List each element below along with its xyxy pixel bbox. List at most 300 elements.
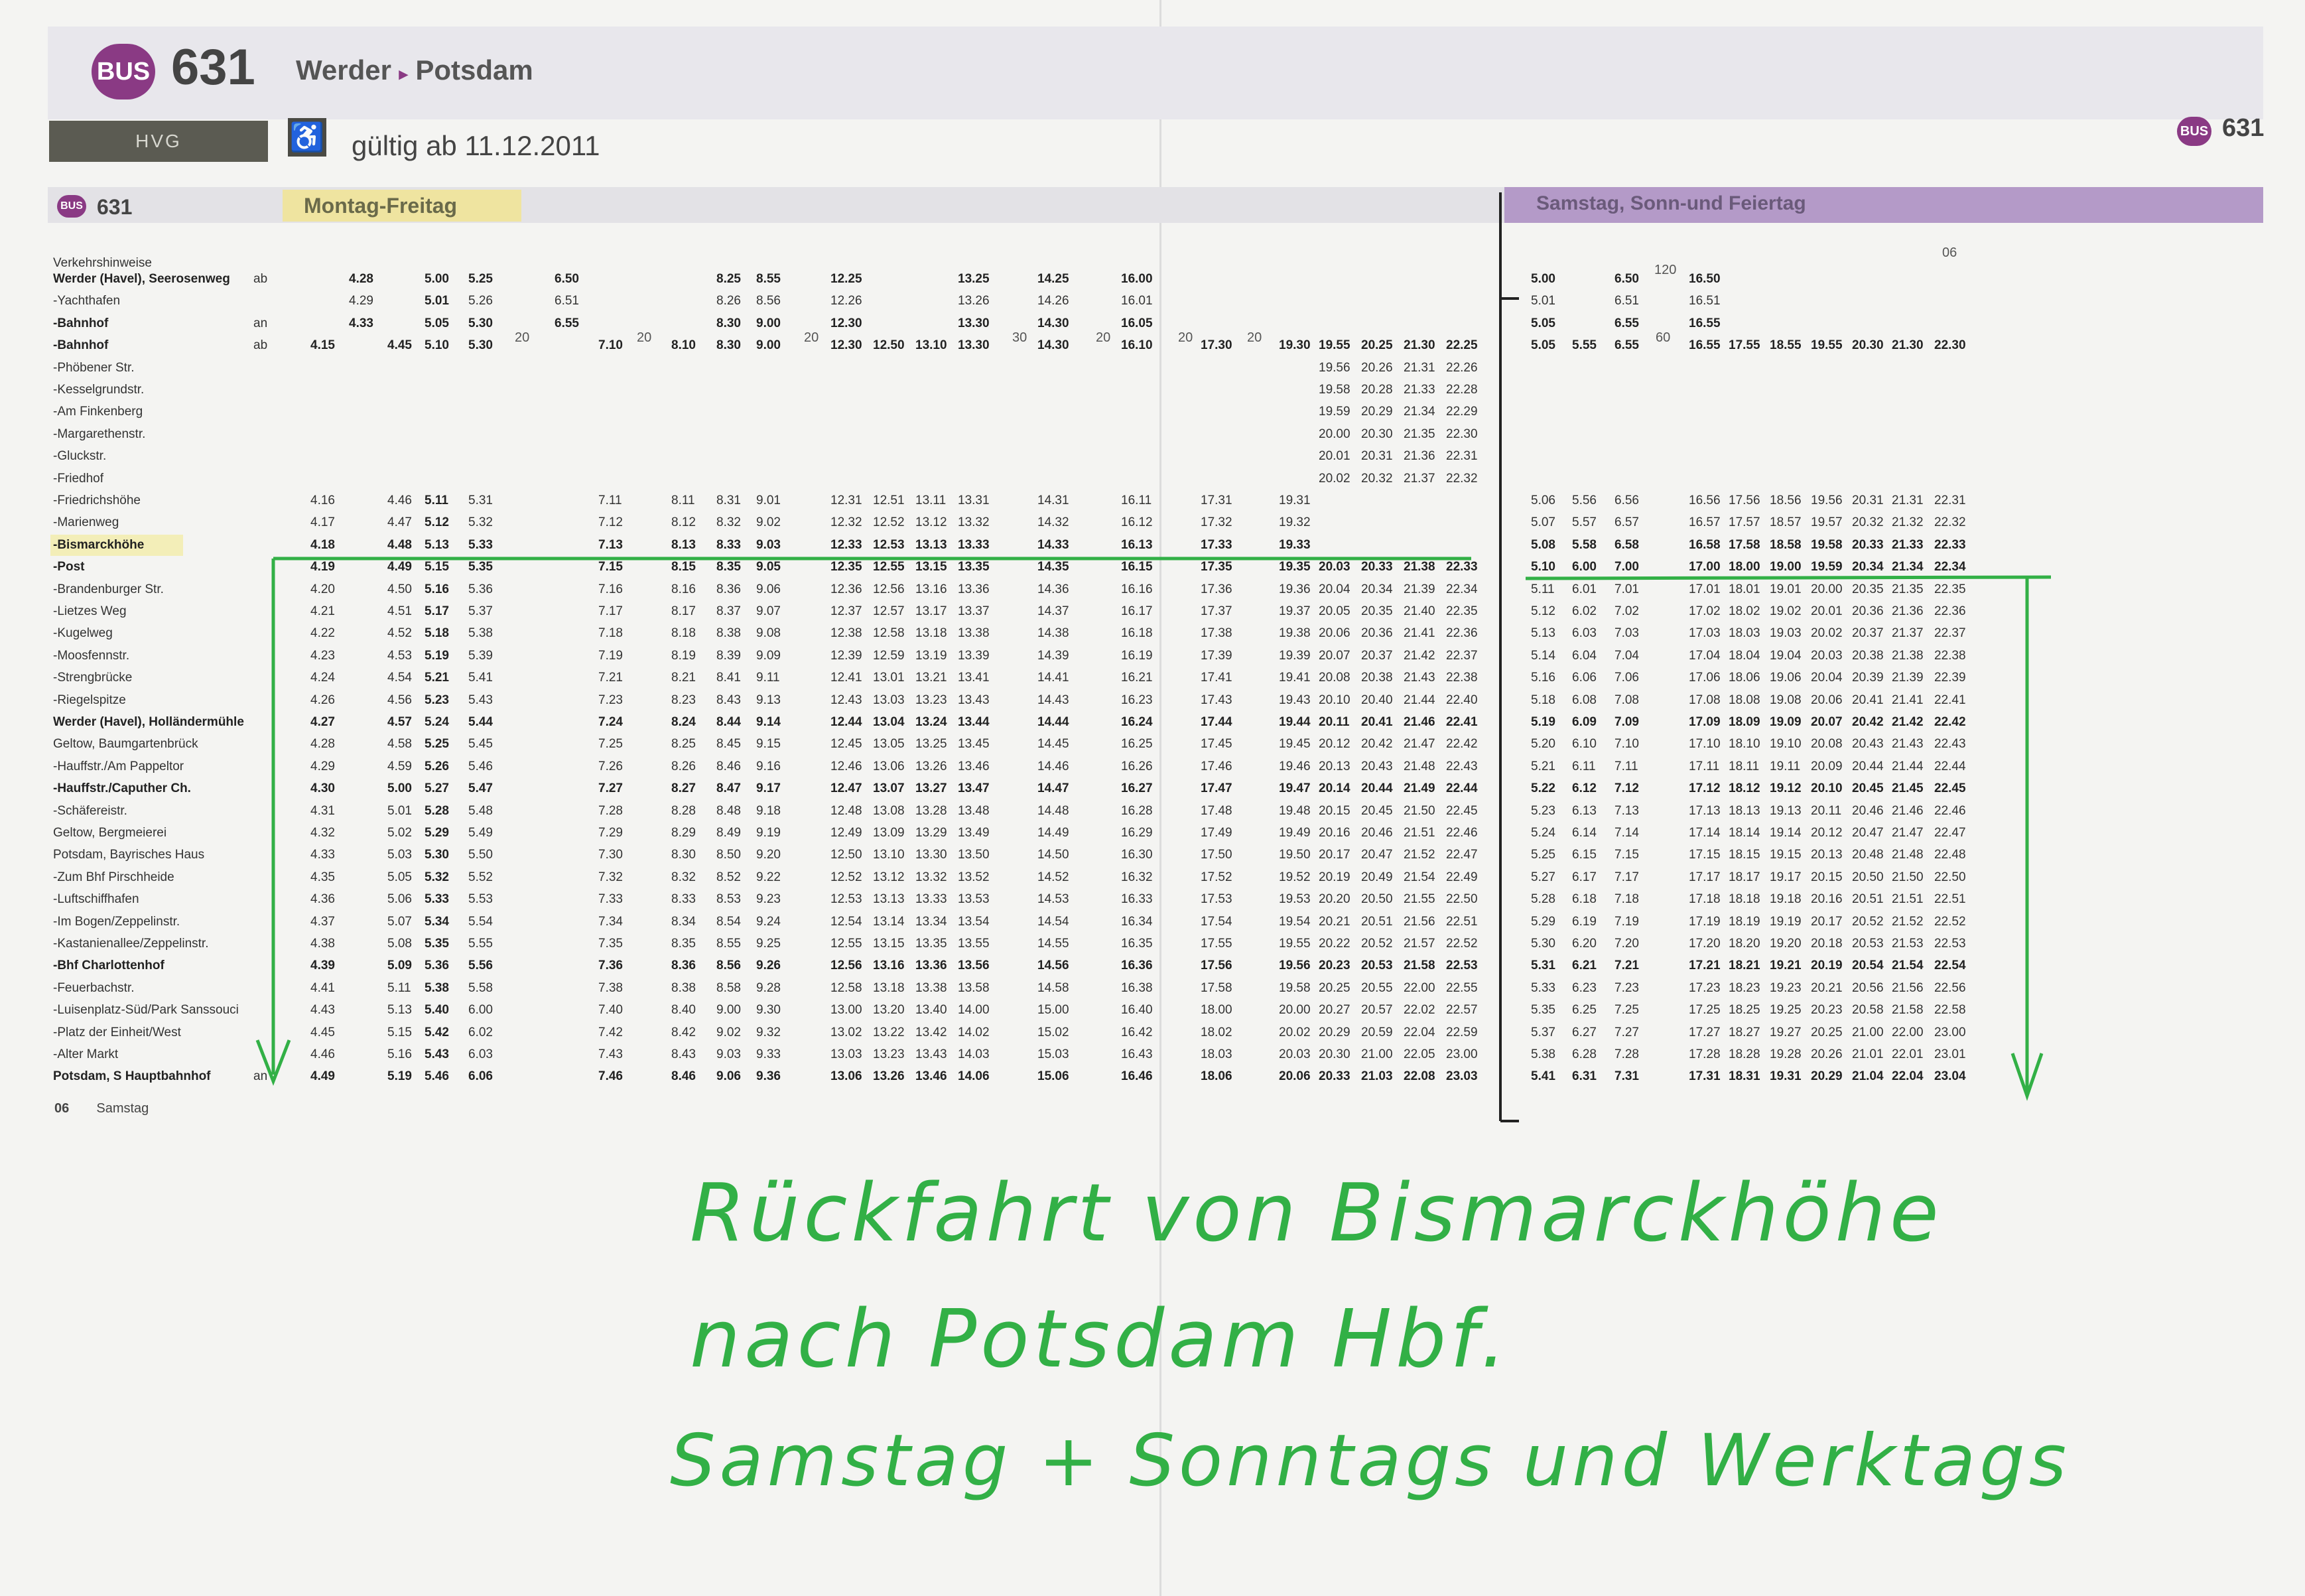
departure-time: 5.00 bbox=[387, 781, 412, 796]
departure-time: 21.47 bbox=[1892, 826, 1924, 840]
departure-time: 22.44 bbox=[1934, 759, 1966, 773]
departure-time: 22.56 bbox=[1934, 980, 1966, 995]
departure-time: 17.46 bbox=[1201, 759, 1232, 773]
departure-time: 7.01 bbox=[1614, 582, 1639, 596]
stop-name: -Kastanienallee/Zeppelinstr. bbox=[53, 937, 209, 951]
departure-time: 13.45 bbox=[958, 737, 990, 752]
departure-time: 14.43 bbox=[1037, 693, 1069, 707]
departure-time: 5.01 bbox=[387, 803, 412, 818]
departure-time: 5.24 bbox=[1531, 826, 1555, 840]
departure-time: 4.23 bbox=[310, 648, 335, 663]
departure-time: 14.49 bbox=[1037, 826, 1069, 840]
handwritten-note-line2: nach Potsdam Hbf. bbox=[690, 1294, 1510, 1386]
departure-time: 6.13 bbox=[1572, 803, 1597, 818]
departure-time: 12.56 bbox=[873, 582, 905, 596]
departure-time: 13.06 bbox=[830, 1069, 862, 1084]
departure-time: 4.30 bbox=[310, 781, 335, 796]
departure-time: 5.10 bbox=[1531, 560, 1555, 574]
departure-time: 20.06 bbox=[1811, 693, 1843, 707]
departure-time: 21.48 bbox=[1404, 759, 1435, 773]
departure-time: 5.06 bbox=[1531, 494, 1555, 507]
departure-time: 17.08 bbox=[1689, 693, 1721, 707]
departure-time: 7.32 bbox=[598, 870, 623, 884]
footer-text: Samstag bbox=[96, 1101, 149, 1116]
departure-time: 4.49 bbox=[387, 560, 412, 574]
departure-time: 22.35 bbox=[1934, 582, 1966, 596]
departure-time: 22.33 bbox=[1934, 537, 1966, 552]
departure-time: 5.29 bbox=[1531, 914, 1555, 929]
departure-time: 22.39 bbox=[1934, 671, 1966, 685]
stop-name: Werder (Havel), Holländermühle bbox=[53, 715, 244, 729]
departure-time: 19.50 bbox=[1279, 848, 1311, 862]
departure-time: 4.20 bbox=[310, 582, 335, 596]
departure-time: 18.06 bbox=[1729, 671, 1760, 685]
departure-time: 9.03 bbox=[716, 1047, 741, 1061]
departure-time: 19.37 bbox=[1279, 604, 1311, 618]
stop-arr-dep: an bbox=[253, 316, 268, 330]
departure-time: 13.10 bbox=[873, 848, 905, 862]
departure-time: 20.32 bbox=[1852, 515, 1884, 530]
departure-time: 22.48 bbox=[1934, 848, 1966, 862]
departure-time: 5.23 bbox=[425, 693, 449, 707]
departure-time: 17.50 bbox=[1201, 848, 1232, 862]
departure-time: 14.33 bbox=[1037, 537, 1069, 552]
departure-time: 16.32 bbox=[1121, 870, 1153, 884]
departure-time: 20.22 bbox=[1319, 937, 1350, 951]
departure-time: 7.35 bbox=[598, 937, 623, 951]
departure-time: 20.47 bbox=[1852, 826, 1884, 840]
departure-time: 19.39 bbox=[1279, 648, 1311, 663]
departure-time: 22.54 bbox=[1934, 959, 1966, 973]
departure-time: 7.12 bbox=[1614, 781, 1639, 796]
departure-time: 5.58 bbox=[468, 980, 493, 995]
departure-time: 7.38 bbox=[598, 980, 623, 995]
departure-time: 19.03 bbox=[1770, 626, 1802, 641]
departure-time: 22.38 bbox=[1934, 648, 1966, 663]
departure-time: 17.33 bbox=[1201, 537, 1232, 552]
departure-time: 5.25 bbox=[425, 737, 449, 752]
departure-time: 20.44 bbox=[1852, 759, 1884, 773]
departure-time: 6.11 bbox=[1572, 759, 1596, 773]
departure-time: 17.03 bbox=[1689, 626, 1721, 641]
departure-time: 19.04 bbox=[1770, 648, 1802, 663]
departure-time: 13.36 bbox=[915, 959, 947, 973]
departure-time: 22.43 bbox=[1446, 759, 1478, 773]
departure-time: 13.35 bbox=[915, 937, 947, 951]
departure-time: 16.25 bbox=[1121, 737, 1153, 752]
departure-time: 8.35 bbox=[716, 560, 741, 574]
departure-time: 6.55 bbox=[1614, 338, 1639, 353]
departure-time: 20.34 bbox=[1361, 582, 1393, 596]
weekend-label: Samstag, Sonn-und Feiertag bbox=[1536, 192, 1806, 214]
departure-time: 22.01 bbox=[1892, 1047, 1924, 1061]
departure-time: 9.02 bbox=[756, 515, 781, 530]
departure-time: 18.09 bbox=[1729, 715, 1760, 729]
departure-time: 16.30 bbox=[1121, 848, 1153, 862]
departure-time: 5.11 bbox=[425, 494, 448, 507]
departure-time: 5.11 bbox=[387, 980, 411, 995]
departure-time: 14.54 bbox=[1037, 914, 1069, 929]
departure-time: 19.56 bbox=[1319, 360, 1350, 375]
departure-time: 7.13 bbox=[598, 537, 623, 552]
departure-time: 16.55 bbox=[1689, 338, 1721, 353]
departure-time: 19.01 bbox=[1770, 582, 1802, 596]
departure-time: 4.28 bbox=[310, 737, 335, 752]
departure-time: 4.45 bbox=[387, 338, 412, 353]
departure-time: 16.12 bbox=[1121, 515, 1153, 530]
departure-time: 13.37 bbox=[958, 604, 990, 618]
departure-time: 20.00 bbox=[1319, 427, 1350, 441]
departure-time: 12.33 bbox=[830, 537, 862, 552]
departure-time: 16.26 bbox=[1121, 759, 1153, 773]
bus-badge: BUS bbox=[92, 44, 155, 100]
departure-time: 9.30 bbox=[756, 1003, 781, 1018]
departure-time: 7.27 bbox=[1614, 1025, 1639, 1039]
departure-time: 6.14 bbox=[1572, 826, 1597, 840]
departure-time: 5.21 bbox=[425, 671, 449, 685]
departure-time: 22.40 bbox=[1446, 693, 1478, 707]
departure-time: 18.04 bbox=[1729, 648, 1760, 663]
departure-time: 6.50 bbox=[555, 272, 579, 286]
departure-time: 20.52 bbox=[1361, 937, 1393, 951]
departure-time: 4.52 bbox=[387, 626, 412, 641]
departure-time: 13.04 bbox=[873, 715, 905, 729]
departure-time: 22.00 bbox=[1892, 1025, 1924, 1039]
departure-time: 17.12 bbox=[1689, 781, 1721, 796]
departure-time: 4.19 bbox=[310, 560, 335, 574]
departure-time: 5.15 bbox=[387, 1025, 412, 1039]
departure-time: 22.49 bbox=[1446, 870, 1478, 884]
departure-time: 20.34 bbox=[1852, 560, 1884, 574]
departure-time: 22.04 bbox=[1892, 1069, 1924, 1084]
departure-time: 20.55 bbox=[1361, 980, 1393, 995]
departure-time: 21.53 bbox=[1892, 937, 1924, 951]
departure-time: 16.28 bbox=[1121, 803, 1153, 818]
departure-time: 22.41 bbox=[1934, 693, 1966, 707]
departure-time: 7.27 bbox=[598, 781, 623, 796]
departure-time: 22.30 bbox=[1934, 338, 1966, 353]
departure-time: 13.34 bbox=[915, 914, 947, 929]
departure-time: 19.44 bbox=[1279, 715, 1311, 729]
departure-time: 19.35 bbox=[1279, 560, 1311, 574]
departure-time: 12.35 bbox=[830, 560, 862, 574]
departure-time: 19.08 bbox=[1770, 693, 1802, 707]
departure-time: 5.47 bbox=[468, 781, 493, 796]
departure-time: 14.58 bbox=[1037, 980, 1069, 995]
departure-time: 4.33 bbox=[310, 848, 335, 862]
departure-time: 22.26 bbox=[1446, 360, 1478, 375]
route-origin: Werder bbox=[296, 54, 391, 86]
departure-time: 5.35 bbox=[468, 560, 493, 574]
departure-time: 20.43 bbox=[1852, 737, 1884, 752]
departure-time: 20.17 bbox=[1319, 848, 1350, 862]
departure-time: 18.11 bbox=[1729, 759, 1760, 773]
departure-time: 20.33 bbox=[1361, 560, 1393, 574]
departure-time: 12.59 bbox=[873, 648, 905, 663]
stop-name: -Lietzes Weg bbox=[53, 604, 127, 618]
departure-time: 21.37 bbox=[1404, 471, 1435, 486]
departure-time: 22.04 bbox=[1404, 1025, 1435, 1039]
departure-time: 12.44 bbox=[830, 715, 862, 729]
departure-time: 20.15 bbox=[1319, 803, 1350, 818]
departure-time: 7.26 bbox=[598, 759, 623, 773]
handwritten-note-line3: Samstag + Sonntags und Werktags bbox=[670, 1420, 2070, 1502]
departure-time: 5.46 bbox=[468, 759, 493, 773]
departure-time: 13.31 bbox=[958, 494, 990, 507]
departure-time: 8.30 bbox=[671, 848, 696, 862]
departure-time: 5.05 bbox=[1531, 338, 1555, 353]
departure-time: 4.58 bbox=[387, 737, 412, 752]
departure-time: 21.58 bbox=[1404, 959, 1435, 973]
departure-time: 16.16 bbox=[1121, 582, 1153, 596]
departure-time: 5.50 bbox=[468, 848, 493, 862]
departure-time: 13.23 bbox=[873, 1047, 905, 1061]
departure-time: 5.16 bbox=[387, 1047, 412, 1061]
departure-time: 13.06 bbox=[873, 759, 905, 773]
departure-time: 4.26 bbox=[310, 693, 335, 707]
departure-time: 19.25 bbox=[1770, 1003, 1802, 1018]
departure-time: 5.33 bbox=[468, 537, 493, 552]
departure-time: 19.20 bbox=[1770, 937, 1802, 951]
departure-time: 18.10 bbox=[1729, 737, 1760, 752]
departure-time: 5.01 bbox=[425, 294, 449, 308]
departure-time: 18.20 bbox=[1729, 937, 1760, 951]
departure-time: 14.36 bbox=[1037, 582, 1069, 596]
departure-time: 8.29 bbox=[671, 826, 696, 840]
departure-time: 7.14 bbox=[1614, 826, 1639, 840]
departure-time: 20.57 bbox=[1361, 1003, 1393, 1018]
departure-time: 21.33 bbox=[1892, 537, 1924, 552]
departure-time: 8.45 bbox=[716, 737, 741, 752]
departure-time: 5.07 bbox=[1531, 515, 1555, 530]
departure-time: 8.24 bbox=[671, 715, 696, 729]
departure-time: 20.59 bbox=[1361, 1025, 1393, 1039]
departure-time: 20.43 bbox=[1361, 759, 1393, 773]
departure-time: 13.16 bbox=[873, 959, 905, 973]
departure-time: 20.56 bbox=[1852, 980, 1884, 995]
departure-time: 18.57 bbox=[1770, 515, 1802, 530]
handwritten-note-line1: Rückfahrt von Bismarckhöhe bbox=[690, 1167, 1943, 1260]
departure-time: 20.27 bbox=[1319, 1003, 1350, 1018]
departure-time: 18.06 bbox=[1201, 1069, 1232, 1084]
stop-name: -Friedhof bbox=[53, 471, 104, 486]
departure-time: 13.27 bbox=[915, 781, 947, 796]
departure-time: 20.33 bbox=[1852, 537, 1884, 552]
route-number-right: 631 bbox=[2222, 114, 2265, 142]
departure-time: 4.49 bbox=[310, 1069, 335, 1084]
departure-time: 16.05 bbox=[1121, 316, 1153, 330]
departure-time: 20.26 bbox=[1811, 1047, 1843, 1061]
departure-time: 21.43 bbox=[1404, 671, 1435, 685]
stop-name: -Margarethenstr. bbox=[53, 427, 146, 441]
departure-time: 19.32 bbox=[1279, 515, 1311, 530]
stop-name: -Im Bogen/Zeppelinstr. bbox=[53, 914, 180, 929]
departure-time: 5.55 bbox=[468, 937, 493, 951]
departure-time: 17.48 bbox=[1201, 803, 1232, 818]
departure-time: 22.38 bbox=[1446, 671, 1478, 685]
departure-time: 13.16 bbox=[915, 582, 947, 596]
departure-time: 19.19 bbox=[1770, 914, 1802, 929]
departure-time: 8.53 bbox=[716, 892, 741, 907]
departure-time: 17.32 bbox=[1201, 515, 1232, 530]
departure-time: 22.59 bbox=[1446, 1025, 1478, 1039]
stop-name: -Brandenburger Str. bbox=[53, 582, 164, 596]
departure-time: 21.39 bbox=[1892, 671, 1924, 685]
departure-time: 19.28 bbox=[1770, 1047, 1802, 1061]
departure-time: 7.21 bbox=[1614, 959, 1639, 973]
departure-time: 17.52 bbox=[1201, 870, 1232, 884]
departure-time: 22.51 bbox=[1934, 892, 1966, 907]
departure-time: 22.52 bbox=[1446, 937, 1478, 951]
section-route: 631 bbox=[97, 195, 133, 219]
departure-time: 8.32 bbox=[671, 870, 696, 884]
departure-time: 20.25 bbox=[1319, 980, 1350, 995]
weekend-down-arrow bbox=[2012, 578, 2042, 1096]
departure-time: 18.19 bbox=[1729, 914, 1760, 929]
departure-time: 8.13 bbox=[671, 537, 696, 552]
weekend-highlight-line bbox=[1526, 577, 2051, 578]
departure-time: 21.04 bbox=[1852, 1069, 1884, 1084]
departure-time: 19.55 bbox=[1319, 338, 1350, 353]
departure-time: 13.47 bbox=[958, 781, 990, 796]
departure-time: 19.17 bbox=[1770, 870, 1802, 884]
departure-time: 16.36 bbox=[1121, 959, 1153, 973]
departure-time: 13.32 bbox=[958, 515, 990, 530]
departure-time: 4.43 bbox=[310, 1003, 335, 1018]
departure-time: 17.14 bbox=[1689, 826, 1721, 840]
departure-time: 6.25 bbox=[1572, 1003, 1597, 1018]
departure-time: 5.14 bbox=[1531, 648, 1555, 663]
departure-time: 14.35 bbox=[1037, 560, 1069, 574]
departure-time: 21.43 bbox=[1892, 737, 1924, 752]
departure-time: 16.55 bbox=[1689, 316, 1721, 330]
departure-time: 14.55 bbox=[1037, 937, 1069, 951]
departure-time: 7.15 bbox=[1614, 848, 1639, 862]
departure-time: 19.10 bbox=[1770, 737, 1802, 752]
departure-time: 8.43 bbox=[716, 693, 741, 707]
departure-time: 21.45 bbox=[1892, 781, 1924, 796]
departure-time: 20.02 bbox=[1279, 1025, 1311, 1039]
departure-time: 12.52 bbox=[873, 515, 905, 530]
departure-time: 4.29 bbox=[349, 294, 373, 308]
departure-time: 13.30 bbox=[958, 338, 990, 353]
departure-time: 14.47 bbox=[1037, 781, 1069, 796]
stop-name: -Phöbener Str. bbox=[53, 360, 135, 375]
departure-time: 7.28 bbox=[598, 803, 623, 818]
departure-time: 21.42 bbox=[1892, 715, 1924, 729]
departure-time: 6.02 bbox=[1572, 604, 1597, 618]
departure-time: 13.54 bbox=[958, 914, 990, 929]
departure-time: 20.37 bbox=[1361, 648, 1393, 663]
departure-time: 19.58 bbox=[1319, 383, 1350, 397]
departure-time: 8.25 bbox=[716, 272, 741, 286]
departure-time: 18.31 bbox=[1729, 1069, 1760, 1084]
departure-time: 17.43 bbox=[1201, 693, 1232, 707]
departure-time: 21.41 bbox=[1892, 693, 1924, 707]
departure-time: 5.33 bbox=[425, 892, 449, 907]
departure-time: 13.28 bbox=[915, 803, 947, 818]
departure-time: 23.04 bbox=[1934, 1069, 1966, 1084]
departure-time: 8.44 bbox=[716, 715, 741, 729]
departure-time: 4.46 bbox=[387, 494, 412, 507]
departure-time: 13.01 bbox=[873, 671, 905, 685]
departure-time: 13.07 bbox=[873, 781, 905, 796]
departure-time: 9.26 bbox=[756, 959, 781, 973]
departure-time: 17.27 bbox=[1689, 1025, 1721, 1039]
departure-time: 18.02 bbox=[1201, 1025, 1232, 1039]
departure-time: 12.30 bbox=[830, 338, 862, 353]
departure-time: 21.58 bbox=[1892, 1003, 1924, 1018]
departure-time: 19.49 bbox=[1279, 826, 1311, 840]
departure-time: 22.37 bbox=[1446, 648, 1478, 663]
departure-time: 21.48 bbox=[1892, 848, 1924, 862]
departure-time: 14.53 bbox=[1037, 892, 1069, 907]
departure-time: 20.06 bbox=[1319, 626, 1350, 641]
departure-time: 20.01 bbox=[1319, 449, 1350, 464]
departure-time: 20.11 bbox=[1319, 715, 1350, 729]
departure-time: 22.32 bbox=[1934, 515, 1966, 530]
frequency-note: 120 bbox=[1654, 263, 1677, 277]
departure-time: 8.55 bbox=[756, 272, 781, 286]
departure-time: 8.38 bbox=[716, 626, 741, 641]
departure-time: 12.31 bbox=[830, 494, 862, 507]
departure-time: 5.32 bbox=[468, 515, 493, 530]
section-bus-badge: BUS bbox=[57, 195, 86, 218]
departure-time: 16.24 bbox=[1121, 715, 1153, 729]
departure-time: 21.36 bbox=[1404, 449, 1435, 464]
departure-time: 9.28 bbox=[756, 980, 781, 995]
departure-time: 22.47 bbox=[1934, 826, 1966, 840]
stop-name: -Bhf Charlottenhof bbox=[53, 959, 165, 973]
departure-time: 18.21 bbox=[1729, 959, 1760, 973]
departure-time: 8.26 bbox=[716, 294, 741, 308]
departure-time: 16.19 bbox=[1121, 648, 1153, 663]
departure-time: 9.00 bbox=[716, 1003, 741, 1018]
departure-time: 16.42 bbox=[1121, 1025, 1153, 1039]
departure-time: 5.37 bbox=[1531, 1025, 1555, 1039]
departure-time: 9.01 bbox=[756, 494, 781, 507]
departure-time: 22.42 bbox=[1934, 715, 1966, 729]
departure-time: 20.21 bbox=[1811, 980, 1843, 995]
departure-time: 21.46 bbox=[1892, 803, 1924, 818]
departure-time: 20.02 bbox=[1319, 471, 1350, 486]
departure-time: 4.31 bbox=[310, 803, 335, 818]
departure-time: 9.06 bbox=[716, 1069, 741, 1084]
departure-time: 20.25 bbox=[1811, 1025, 1843, 1039]
departure-time: 5.25 bbox=[468, 272, 493, 286]
departure-time: 23.01 bbox=[1934, 1047, 1966, 1061]
departure-time: 17.06 bbox=[1689, 671, 1721, 685]
departure-time: 5.06 bbox=[387, 892, 412, 907]
departure-time: 7.10 bbox=[1614, 737, 1639, 752]
departure-time: 17.01 bbox=[1689, 582, 1721, 596]
departure-time: 5.35 bbox=[425, 937, 449, 951]
departure-time: 9.05 bbox=[756, 560, 781, 574]
departure-time: 21.38 bbox=[1404, 560, 1435, 574]
departure-time: 21.34 bbox=[1404, 405, 1435, 419]
stop-name: -Schäfereistr. bbox=[53, 803, 127, 818]
departure-time: 14.48 bbox=[1037, 803, 1069, 818]
departure-time: 21.56 bbox=[1404, 914, 1435, 929]
departure-time: 20.36 bbox=[1852, 604, 1884, 618]
departure-time: 14.41 bbox=[1037, 671, 1069, 685]
departure-time: 8.19 bbox=[671, 648, 696, 663]
departure-time: 4.53 bbox=[387, 648, 412, 663]
stop-name: -Gluckstr. bbox=[53, 449, 107, 464]
departure-time: 17.04 bbox=[1689, 648, 1721, 663]
departure-time: 16.56 bbox=[1689, 494, 1721, 507]
departure-time: 15.06 bbox=[1037, 1069, 1069, 1084]
